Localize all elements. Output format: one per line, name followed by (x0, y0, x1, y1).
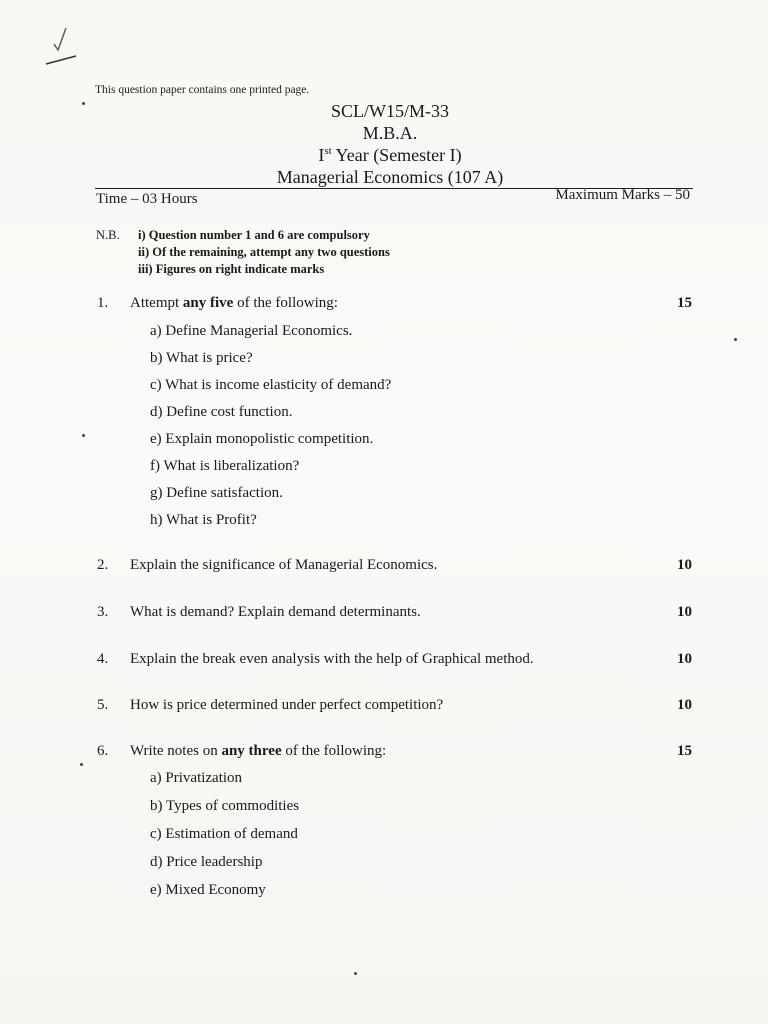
subject-title: Managerial Economics (107 A) (276, 167, 504, 187)
nb-label: N.B. (96, 228, 120, 242)
question-marks: 15 (677, 295, 692, 311)
question-number: 6. (97, 743, 109, 759)
printed-page-note: This question paper contains one printed page. (95, 84, 310, 96)
sub-question: d) Define cost function. (150, 404, 293, 420)
scan-speck (82, 434, 85, 437)
degree-title: M.B.A. (362, 123, 418, 143)
question-number: 5. (97, 697, 109, 713)
sub-question: a) Privatization (150, 770, 243, 786)
year-semester (0, 145, 768, 166)
question-text: How is price determined under perfect competition? (130, 697, 444, 713)
question-marks: 15 (677, 743, 692, 759)
question-marks: 10 (677, 651, 692, 667)
sub-question: a) Define Managerial Economics. (150, 323, 353, 339)
question-number: 3. (97, 604, 109, 620)
nb-instruction: ii) Of the remaining, attempt any two questions (138, 245, 390, 259)
year-prefix: I (318, 145, 325, 165)
sub-question: b) Types of commodities (150, 798, 300, 814)
question-3 (0, 604, 768, 626)
sub-question: g) Define satisfaction. (150, 485, 283, 501)
scan-speck (354, 972, 357, 975)
question-5 (0, 697, 768, 719)
question-1 (0, 295, 768, 317)
sub-question: c) Estimation of demand (150, 826, 298, 842)
question-text: What is demand? Explain demand determinants. (130, 604, 421, 620)
scan-speck (82, 102, 85, 105)
sub-question: e) Mixed Economy (150, 882, 266, 898)
question-text: Write notes on any three of the following: (130, 743, 387, 759)
scan-speck (734, 338, 737, 341)
time-allowed: Time – 03 Hours (96, 191, 198, 207)
question-text: Explain the break even analysis with the help of Graphical method. (130, 651, 534, 667)
sub-question: b) What is price? (150, 350, 253, 366)
handwritten-tick-mark (40, 18, 90, 68)
question-4 (0, 651, 768, 673)
sub-question: c) What is income elasticity of demand? (150, 377, 392, 393)
sub-question: h) What is Profit? (150, 512, 257, 528)
question-marks: 10 (677, 557, 692, 573)
question-marks: 10 (677, 697, 692, 713)
year-superscript: st (324, 145, 332, 157)
year-rest: Year (Semester I) (331, 145, 462, 165)
question-text: Attempt any five of the following: (130, 295, 338, 311)
question-marks: 10 (677, 604, 692, 620)
sub-question: e) Explain monopolistic competition. (150, 431, 374, 447)
question-text: Explain the significance of Managerial Economics. (130, 557, 438, 573)
question-2 (0, 557, 768, 579)
question-number: 1. (97, 295, 109, 311)
sub-question: f) What is liberalization? (150, 458, 300, 474)
maximum-marks: Maximum Marks – 50 (555, 187, 690, 203)
question-number: 2. (97, 557, 109, 573)
sub-question: d) Price leadership (150, 854, 263, 870)
nb-instruction: i) Question number 1 and 6 are compulsory (138, 228, 370, 242)
scan-speck (80, 763, 83, 766)
paper-code: SCL/W15/M-33 (330, 101, 449, 121)
question-6 (0, 743, 768, 765)
nb-instruction: iii) Figures on right indicate marks (138, 262, 325, 276)
question-number: 4. (97, 651, 109, 667)
